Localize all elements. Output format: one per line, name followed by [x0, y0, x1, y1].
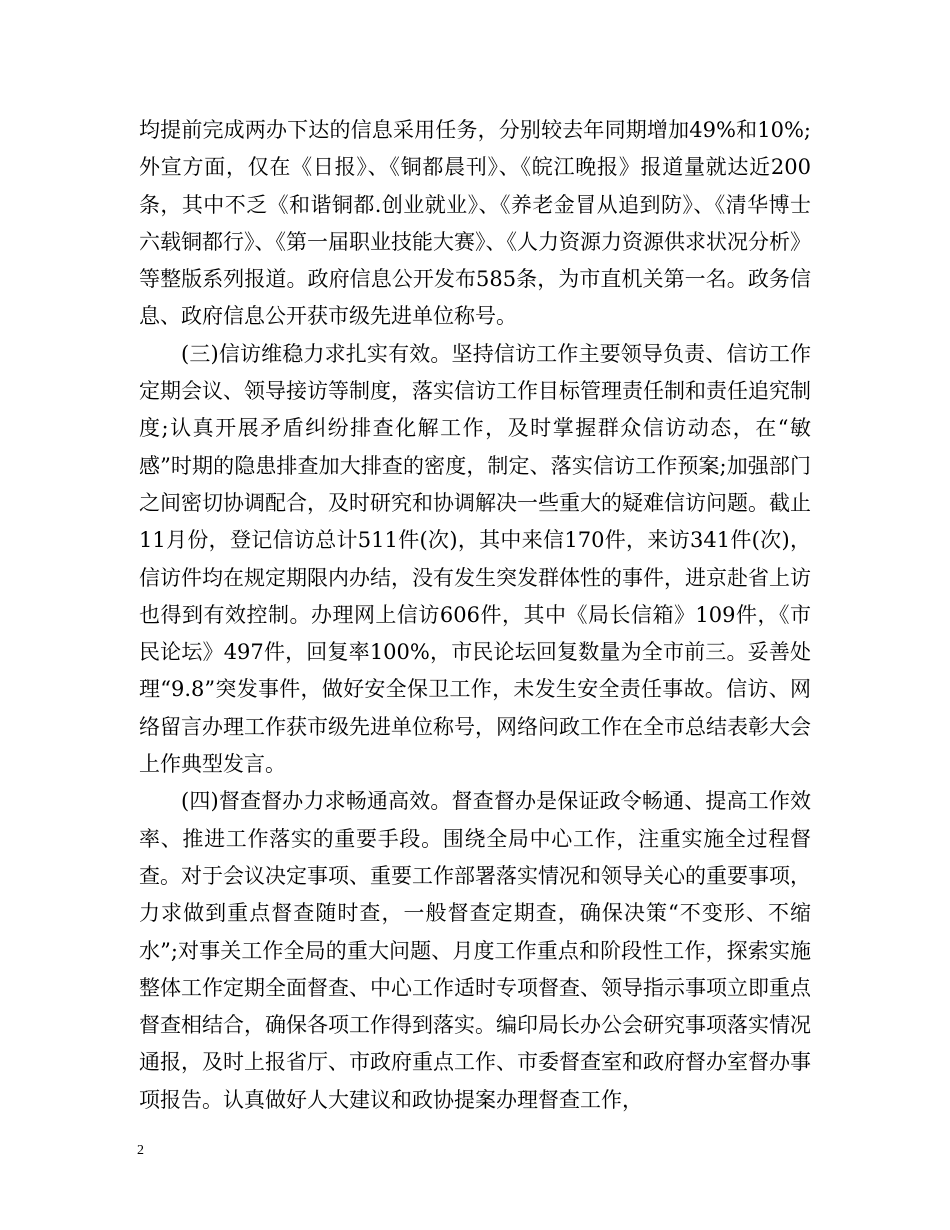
page-number: 2 [137, 1143, 144, 1158]
document-body [139, 112, 811, 1119]
paragraph-1: 均提前完成两办下达的信息采用任务，分别较去年同期增加49%和10%;外宣方面，仅在《日报》、《铜都晨刊》、《皖江晚报》报道量就达近200条，其中不乏《和谐铜都.创业就业》、《养老金冒从追到防》、《清华博士六载铜都行》、《第一届职业技能大赛》、《人力资源力资源供求状况分析》等整版系列报道。政府信息公开发布585条，为市直机关第一名。政务信息、政府信息公开获市级先进单位称号。 [139, 118, 811, 329]
paragraph-3: (四)督查督办力求畅通高效。督查督办是保证政令畅通、提高工作效率、推进工作落实的重要手段。围绕全局中心工作，注重实施全过程督查。对于会议决定事项、重要工作部署落实情况和领导关心的重要事项，力求做到重点督查随时查，一般督查定期查，确保决策“不变形、不缩水”;对事关工作全局的重大问题、月度工作重点和阶段性工作，探索实施整体工作定期全面督查、中心工作适时专项督查、领导指示事项立即重点督查相结合，确保各项工作得到落实。编印局长办公会研究事项落实情况通报，及时上报省厅、市政府重点工作、市委督查室和政府督办室督办事项报告。认真做好人大建议和政协提案办理督查工作， [139, 789, 811, 1112]
paragraph-2: (三)信访维稳力求扎实有效。坚持信访工作主要领导负责、信访工作定期会议、领导接访等制度，落实信访工作目标管理责任制和责任追究制度;认真开展矛盾纠纷排查化解工作，及时掌握群众信访动态，在“敏感”时期的隐患排查加大排查的密度，制定、落实信访工作预案;加强部门之间密切协调配合，及时研究和协调解决一些重大的疑难信访问题。截止11月份，登记信访总计511件(次)，其中来信170件，来访341件(次)，信访件均在规定期限内办结，没有发生突发群体性的事件，进京赴省上访也得到有效控制。办理网上信访606件，其中《局长信箱》109件，《市民论坛》497件，回复率100%，市民论坛回复数量为全市前三。妥善处理“9.8”突发事件，做好安全保卫工作，未发生安全责任事故。信访、网络留言办理工作获市级先进单位称号，网络问政工作在全市总结表彰大会上作典型发言。 [139, 341, 811, 777]
